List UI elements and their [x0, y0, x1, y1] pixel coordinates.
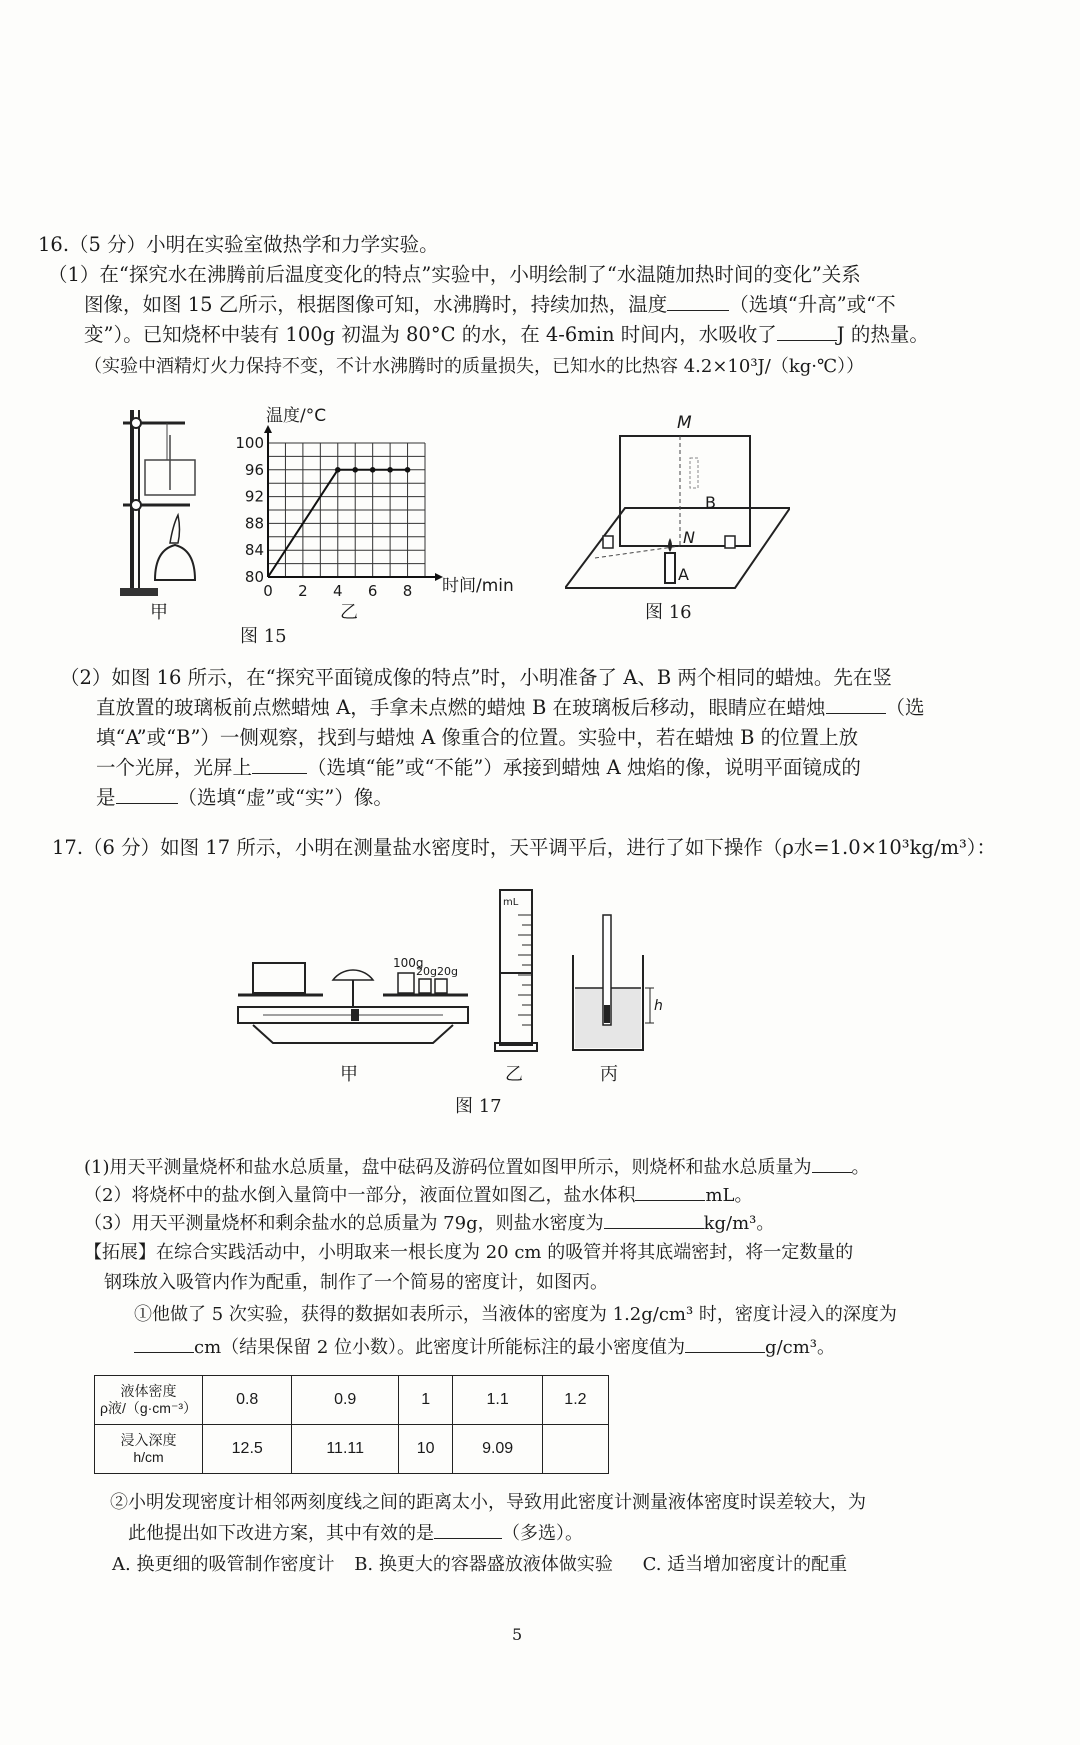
option-a[interactable]: A. 换更细的吸管制作密度计: [112, 1554, 335, 1575]
table-header-density: 液体密度 ρ液/（g·cm⁻³）: [95, 1376, 203, 1425]
y-axis-arrow: [264, 425, 272, 433]
fig17-densimeter: [568, 910, 668, 1055]
y-tick-label: 80: [244, 568, 264, 586]
option-c[interactable]: C. 适当增加密度计的配重: [642, 1554, 848, 1575]
q16-p2-line5a: 是: [96, 786, 116, 809]
table-cell[interactable]: [542, 1425, 608, 1474]
option-b[interactable]: B. 换更大的容器盛放液体做实验: [354, 1554, 613, 1575]
chart-grid: [268, 443, 425, 577]
answer-blank[interactable]: [826, 695, 886, 714]
y-tick-label: 100: [235, 434, 264, 452]
q16-p2-line4: [96, 755, 861, 781]
q16-p1-line1: （1）在“探究水在沸腾前后温度变化的特点”实验中，小明绘制了“水温随加热时间的变化”关系: [48, 263, 861, 286]
q16-p1-line3: [84, 322, 929, 348]
table-row-depth: [95, 1425, 609, 1474]
q17-ext4: [134, 1334, 835, 1361]
answer-blank[interactable]: [777, 322, 837, 341]
weight-100g: 100g: [393, 956, 424, 970]
q17-header: 17.（6 分）如图 17 所示，小明在测量盐水密度时，天平调平后，进行了如下操作（ρ水=1.0×10³kg/m³）：: [52, 836, 997, 859]
answer-blank[interactable]: [685, 1334, 765, 1353]
data-point: [352, 467, 358, 473]
fig17-label-bing: 丙: [600, 1064, 618, 1085]
q17-ext5: ②小明发现密度计相邻两刻度线之间的距离太小，导致用此密度计测量液体密度时误差较大，为: [110, 1492, 866, 1513]
table-cell: 1: [398, 1376, 452, 1425]
data-point: [335, 467, 341, 473]
fig15-caption: 图 15: [240, 626, 287, 647]
q17-s3a: （3）用天平测量烧杯和剩余盐水的总质量为 79g，则盐水密度为: [84, 1213, 604, 1234]
table-header-depth: 浸入深度 h/cm: [95, 1425, 203, 1474]
table-row-density: [95, 1376, 609, 1425]
q16-p2-line2: [96, 695, 925, 721]
fig17-label-yi: 乙: [505, 1064, 523, 1085]
y-tick-label: 84: [244, 541, 264, 560]
fig15-temperature-chart: [230, 405, 530, 605]
fig17-label-jia: 甲: [340, 1064, 358, 1085]
chart-x-axis-label: 时间/min: [442, 576, 514, 596]
chart-tick-labels: [235, 434, 412, 600]
q16-p2-line4b: （选填“能”或“不能”）承接到蜡烛 A 烛焰的像，说明平面镜成的: [307, 756, 861, 779]
x-tick-label: 0: [263, 582, 273, 600]
q17-ext4a: cm（结果保留 2 位小数）。此密度计所能标注的最小密度值为: [194, 1337, 686, 1358]
q17-s2a: （2）将烧杯中的盐水倒入量筒中一部分，液面位置如图乙，盐水体积: [84, 1185, 636, 1206]
answer-blank[interactable]: [635, 1182, 705, 1201]
data-point: [370, 467, 376, 473]
q16-p1-line4: （实验中酒精灯火力保持不变，不计水沸腾时的质量损失，已知水的比热容 4.2×10³J/（kg·℃））: [84, 356, 865, 377]
y-tick-label: 96: [244, 460, 264, 479]
q17-options: [112, 1552, 847, 1578]
q17-ext6b: （多选）。: [502, 1523, 583, 1544]
answer-blank[interactable]: [604, 1210, 704, 1229]
x-tick-label: 8: [402, 582, 413, 600]
fig16-label-N: N: [683, 528, 695, 547]
fig16-caption: 图 16: [645, 602, 692, 623]
table-cell: 1.2: [542, 1376, 608, 1425]
q17-s1b: 。: [851, 1157, 870, 1178]
page-number: 5: [512, 1625, 523, 1644]
data-point: [387, 467, 393, 473]
answer-blank[interactable]: [667, 292, 729, 311]
answer-blank[interactable]: [434, 1520, 502, 1539]
fig16-mirror-setup: [565, 408, 790, 598]
table-cell: 1.1: [453, 1376, 542, 1425]
label-h: h: [654, 998, 663, 1014]
q16-p2-line5: [96, 785, 393, 811]
x-tick-label: 4: [333, 582, 343, 600]
fig15-apparatus: [115, 405, 210, 605]
q16-p1-line2b: （选填“升高”或“不: [729, 293, 896, 316]
q17-s2: [84, 1182, 752, 1209]
fig15-label-yi: 乙: [340, 602, 358, 623]
q16-p2-line2b: （选: [885, 696, 925, 719]
fig17-caption: 图 17: [455, 1096, 502, 1117]
q17-ext3: ①他做了 5 次实验，获得的数据如表所示，当液体的密度为 1.2g/cm³ 时，密度计浸入的深度为: [134, 1304, 897, 1325]
chart-axes: [264, 425, 443, 581]
fig16-label-A: A: [678, 565, 689, 584]
q16-p2-line1: （2）如图 16 所示，在“探究平面镜成像的特点”时，小明准备了 A、B 两个相同的蜡烛。先在竖: [60, 666, 892, 689]
fig17-balance: [233, 945, 483, 1065]
q16-p1-line3a: 变”）。已知烧杯中装有 100g 初温为 80°C 的水，在 4-6min 时间内，水吸收了: [84, 323, 777, 346]
table-cell: 12.5: [203, 1425, 292, 1474]
q16-p2-line2a: 直放置的玻璃板前点燃蜡烛 A，手拿未点燃的蜡烛 B 在玻璃板后移动，眼睛应在蜡烛: [96, 696, 826, 719]
q17-ext6: [128, 1520, 583, 1547]
table-cell: 11.11: [292, 1425, 399, 1474]
answer-blank[interactable]: [812, 1154, 852, 1173]
answer-blank[interactable]: [252, 755, 307, 774]
fig15-label-jia: 甲: [150, 602, 168, 623]
q16-p1-line2: [84, 292, 896, 318]
answer-blank[interactable]: [134, 1334, 194, 1353]
y-tick-label: 92: [244, 487, 264, 506]
data-point: [405, 467, 411, 473]
x-tick-label: 2: [298, 582, 308, 600]
table-cell: 10: [398, 1425, 452, 1474]
fig16-label-B: B: [705, 493, 716, 512]
q17-s1a: (1)用天平测量烧杯和盐水总质量，盘中砝码及游码位置如图甲所示，则烧杯和盐水总质量为: [84, 1157, 812, 1178]
q16-p1-line3b: J 的热量。: [836, 323, 929, 346]
fig16-label-M: M: [677, 413, 692, 433]
chart-y-axis-label: 温度/°C: [266, 406, 327, 426]
table-cell: 0.8: [203, 1376, 292, 1425]
q16-p2-line3: 填“A”或“B”）一侧观察，找到与蜡烛 A 像重合的位置。实验中，若在蜡烛 B 的位置上放: [96, 726, 859, 749]
table-cell: 0.9: [292, 1376, 399, 1425]
q17-ext6a: 此他提出如下改进方案，其中有效的是: [128, 1523, 434, 1544]
answer-blank[interactable]: [116, 785, 178, 804]
x-tick-label: 6: [367, 582, 378, 600]
density-depth-table: [94, 1375, 609, 1474]
y-tick-label: 88: [244, 514, 264, 533]
q17-s3b: kg/m³。: [703, 1213, 775, 1234]
q17-ext1: 【拓展】在综合实践活动中，小明取来一根长度为 20 cm 的吸管并将其底端密封，将一定数量的: [84, 1242, 854, 1263]
table-cell: 9.09: [453, 1425, 542, 1474]
fig17-graduated-cylinder: [492, 885, 542, 1055]
weight-20g-a: 20g: [416, 965, 437, 978]
q17-ext4b: g/cm³。: [765, 1337, 835, 1358]
q16-p2-line4a: 一个光屏，光屏上: [96, 756, 253, 779]
q17-s2b: mL。: [705, 1185, 753, 1206]
q16-p1-line2a: 图像，如图 15 乙所示，根据图像可知，水沸腾时，持续加热，温度: [84, 293, 668, 316]
q17-ext2: 钢珠放入吸管内作为配重，制作了一个简易的密度计，如图丙。: [104, 1272, 608, 1293]
q16-p2-line5b: （选填“虚”或“实”）像。: [177, 786, 393, 809]
q17-s3: [84, 1210, 774, 1237]
q17-s1: [84, 1154, 870, 1181]
q16-header: 16.（5 分）小明在实验室做热学和力学实验。: [38, 233, 439, 256]
cylinder-unit: mL: [503, 897, 519, 908]
weight-20g-b: 20g: [437, 965, 458, 978]
